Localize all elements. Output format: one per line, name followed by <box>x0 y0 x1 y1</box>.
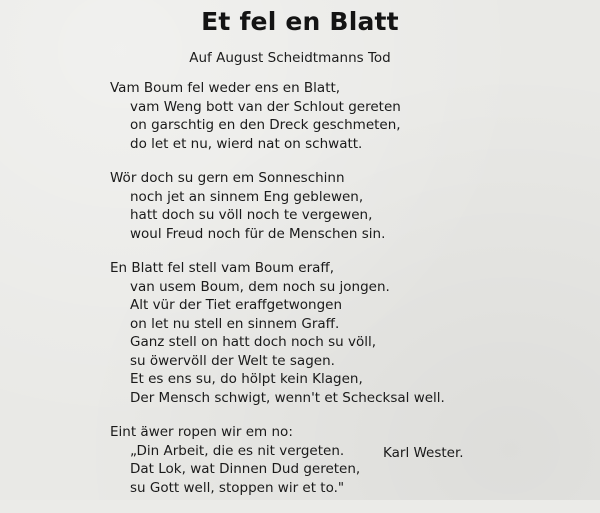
poem-line: do let et nu, wierd nat on schwatt. <box>130 135 363 152</box>
poem-line: „Din Arbeit, die es nit vergeten. <box>130 442 345 459</box>
poem-line: on let nu stell en sinnem Graff. <box>130 315 340 332</box>
poem-line: Der Mensch schwigt, wenn't et Schecksal well. <box>130 389 445 406</box>
poem-line: Vam Boum fel weder ens en Blatt, <box>110 80 341 96</box>
poem-line: Alt vür der Tiet eraffgetwongen <box>130 297 343 313</box>
poem-line: Ganz stell on hatt doch noch su völl, <box>130 334 377 350</box>
poem-line: Dat Lok, wat Dinnen Dud gereten, <box>130 461 361 477</box>
poem-line: woul Freud noch für de Menschen sin. <box>130 225 386 242</box>
poem-line: Wör doch su gern em Sonneschinn <box>110 170 345 186</box>
poem-line: van usem Boum, dem noch su jongen. <box>130 278 390 295</box>
poem-line: vam Weng bott van der Schlout gereten <box>130 98 401 115</box>
stanza-2 <box>110 169 580 243</box>
stanza-3 <box>110 259 580 407</box>
poem-line: su öwervöll der Welt te sagen. <box>130 352 335 369</box>
stanza-1 <box>110 79 580 153</box>
poem-line: Et es ens su, do hölpt kein Klagen, <box>130 371 363 387</box>
stanza-4 <box>110 423 580 497</box>
poem-line: su Gott well, stoppen wir et to." <box>130 479 345 496</box>
poem-line: noch jet an sinnem Eng geblewen, <box>130 188 364 205</box>
poem-author: Karl Wester. <box>383 445 464 461</box>
poem-line: En Blatt fel stell vam Boum eraff, <box>110 260 335 276</box>
poem-subtitle: Auf August Scheidtmanns Tod <box>189 50 391 66</box>
poem-line: hatt doch su völl noch te vergewen, <box>130 207 373 223</box>
poem-title: Et fel en Blatt <box>201 7 399 36</box>
poem-line: on garschtig en den Dreck geschmeten, <box>130 117 401 133</box>
poem-line: Eint äwer ropen wir em no: <box>110 424 293 440</box>
poem-body <box>110 79 580 513</box>
